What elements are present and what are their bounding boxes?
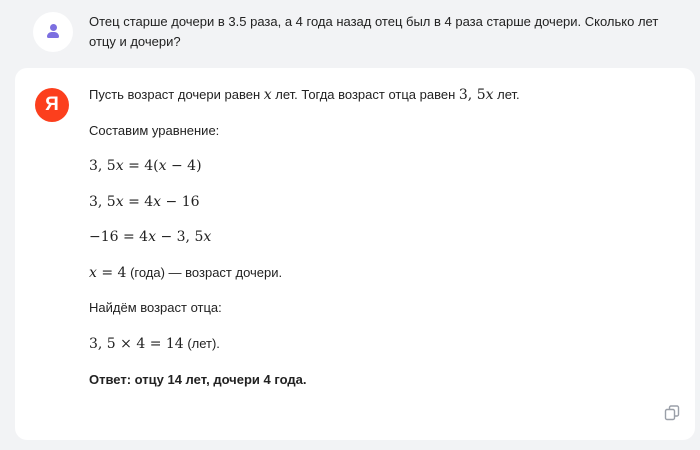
user-avatar-icon xyxy=(33,12,73,52)
eq2-a: 3, 5 xyxy=(89,194,116,210)
equation-3 xyxy=(89,228,211,246)
eq2-c: − 16 xyxy=(161,194,200,210)
father-expr: 3, 5 × 4 = 14 xyxy=(89,336,184,352)
intro-middle: лет. Тогда возраст отца равен xyxy=(271,87,459,102)
eq3-a: −16 = 4 xyxy=(89,229,149,245)
father-age-line xyxy=(89,335,220,353)
intro-line xyxy=(89,86,520,104)
yandex-logo-icon: Я xyxy=(35,88,69,122)
intro-expr-num: 3, 5 xyxy=(458,87,486,103)
eq1-a: 3, 5 xyxy=(89,158,116,174)
copy-button[interactable] xyxy=(663,404,681,422)
equation-1 xyxy=(89,157,202,175)
father-rest: (лет). xyxy=(183,336,220,351)
daughter-x: x xyxy=(89,265,97,281)
intro-prefix: Пусть возраст дочери равен xyxy=(89,87,264,102)
eq1-x: x xyxy=(115,158,124,174)
user-avatar-shoulders xyxy=(47,32,59,38)
eq2-x2: x xyxy=(153,194,162,210)
daughter-eq: = 4 xyxy=(96,265,127,281)
user-message-text: Отец старше дочери в 3.5 раза, а 4 года назад отец был в 4 раза старше дочери. Сколько лет отцу и дочери? xyxy=(89,14,659,49)
eq2-x: x xyxy=(115,194,124,210)
eq3-x2: x xyxy=(203,229,212,245)
intro-expr-var: x xyxy=(485,87,494,103)
user-message xyxy=(0,0,700,66)
daughter-rest: (года) — возраст дочери. xyxy=(126,265,283,280)
daughter-age-line xyxy=(89,264,282,282)
eq1-b: = 4( xyxy=(123,158,159,174)
eq1-c: − 4) xyxy=(166,158,202,174)
eq3-x: x xyxy=(148,229,156,245)
equation-2 xyxy=(89,193,200,211)
final-answer: Ответ: отцу 14 лет, дочери 4 года. xyxy=(89,372,307,387)
intro-suffix: лет. xyxy=(493,87,520,102)
eq3-b: − 3, 5 xyxy=(156,229,204,245)
copy-icon xyxy=(663,404,681,422)
find-father-line: Найдём возраст отца: xyxy=(89,300,222,315)
eq1-x2: x xyxy=(158,158,167,174)
compose-equation-line: Составим уравнение: xyxy=(89,123,220,138)
assistant-answer-card xyxy=(15,68,695,440)
eq2-b: = 4 xyxy=(123,194,154,210)
intro-var: x xyxy=(263,87,272,103)
user-avatar-head xyxy=(50,24,57,31)
